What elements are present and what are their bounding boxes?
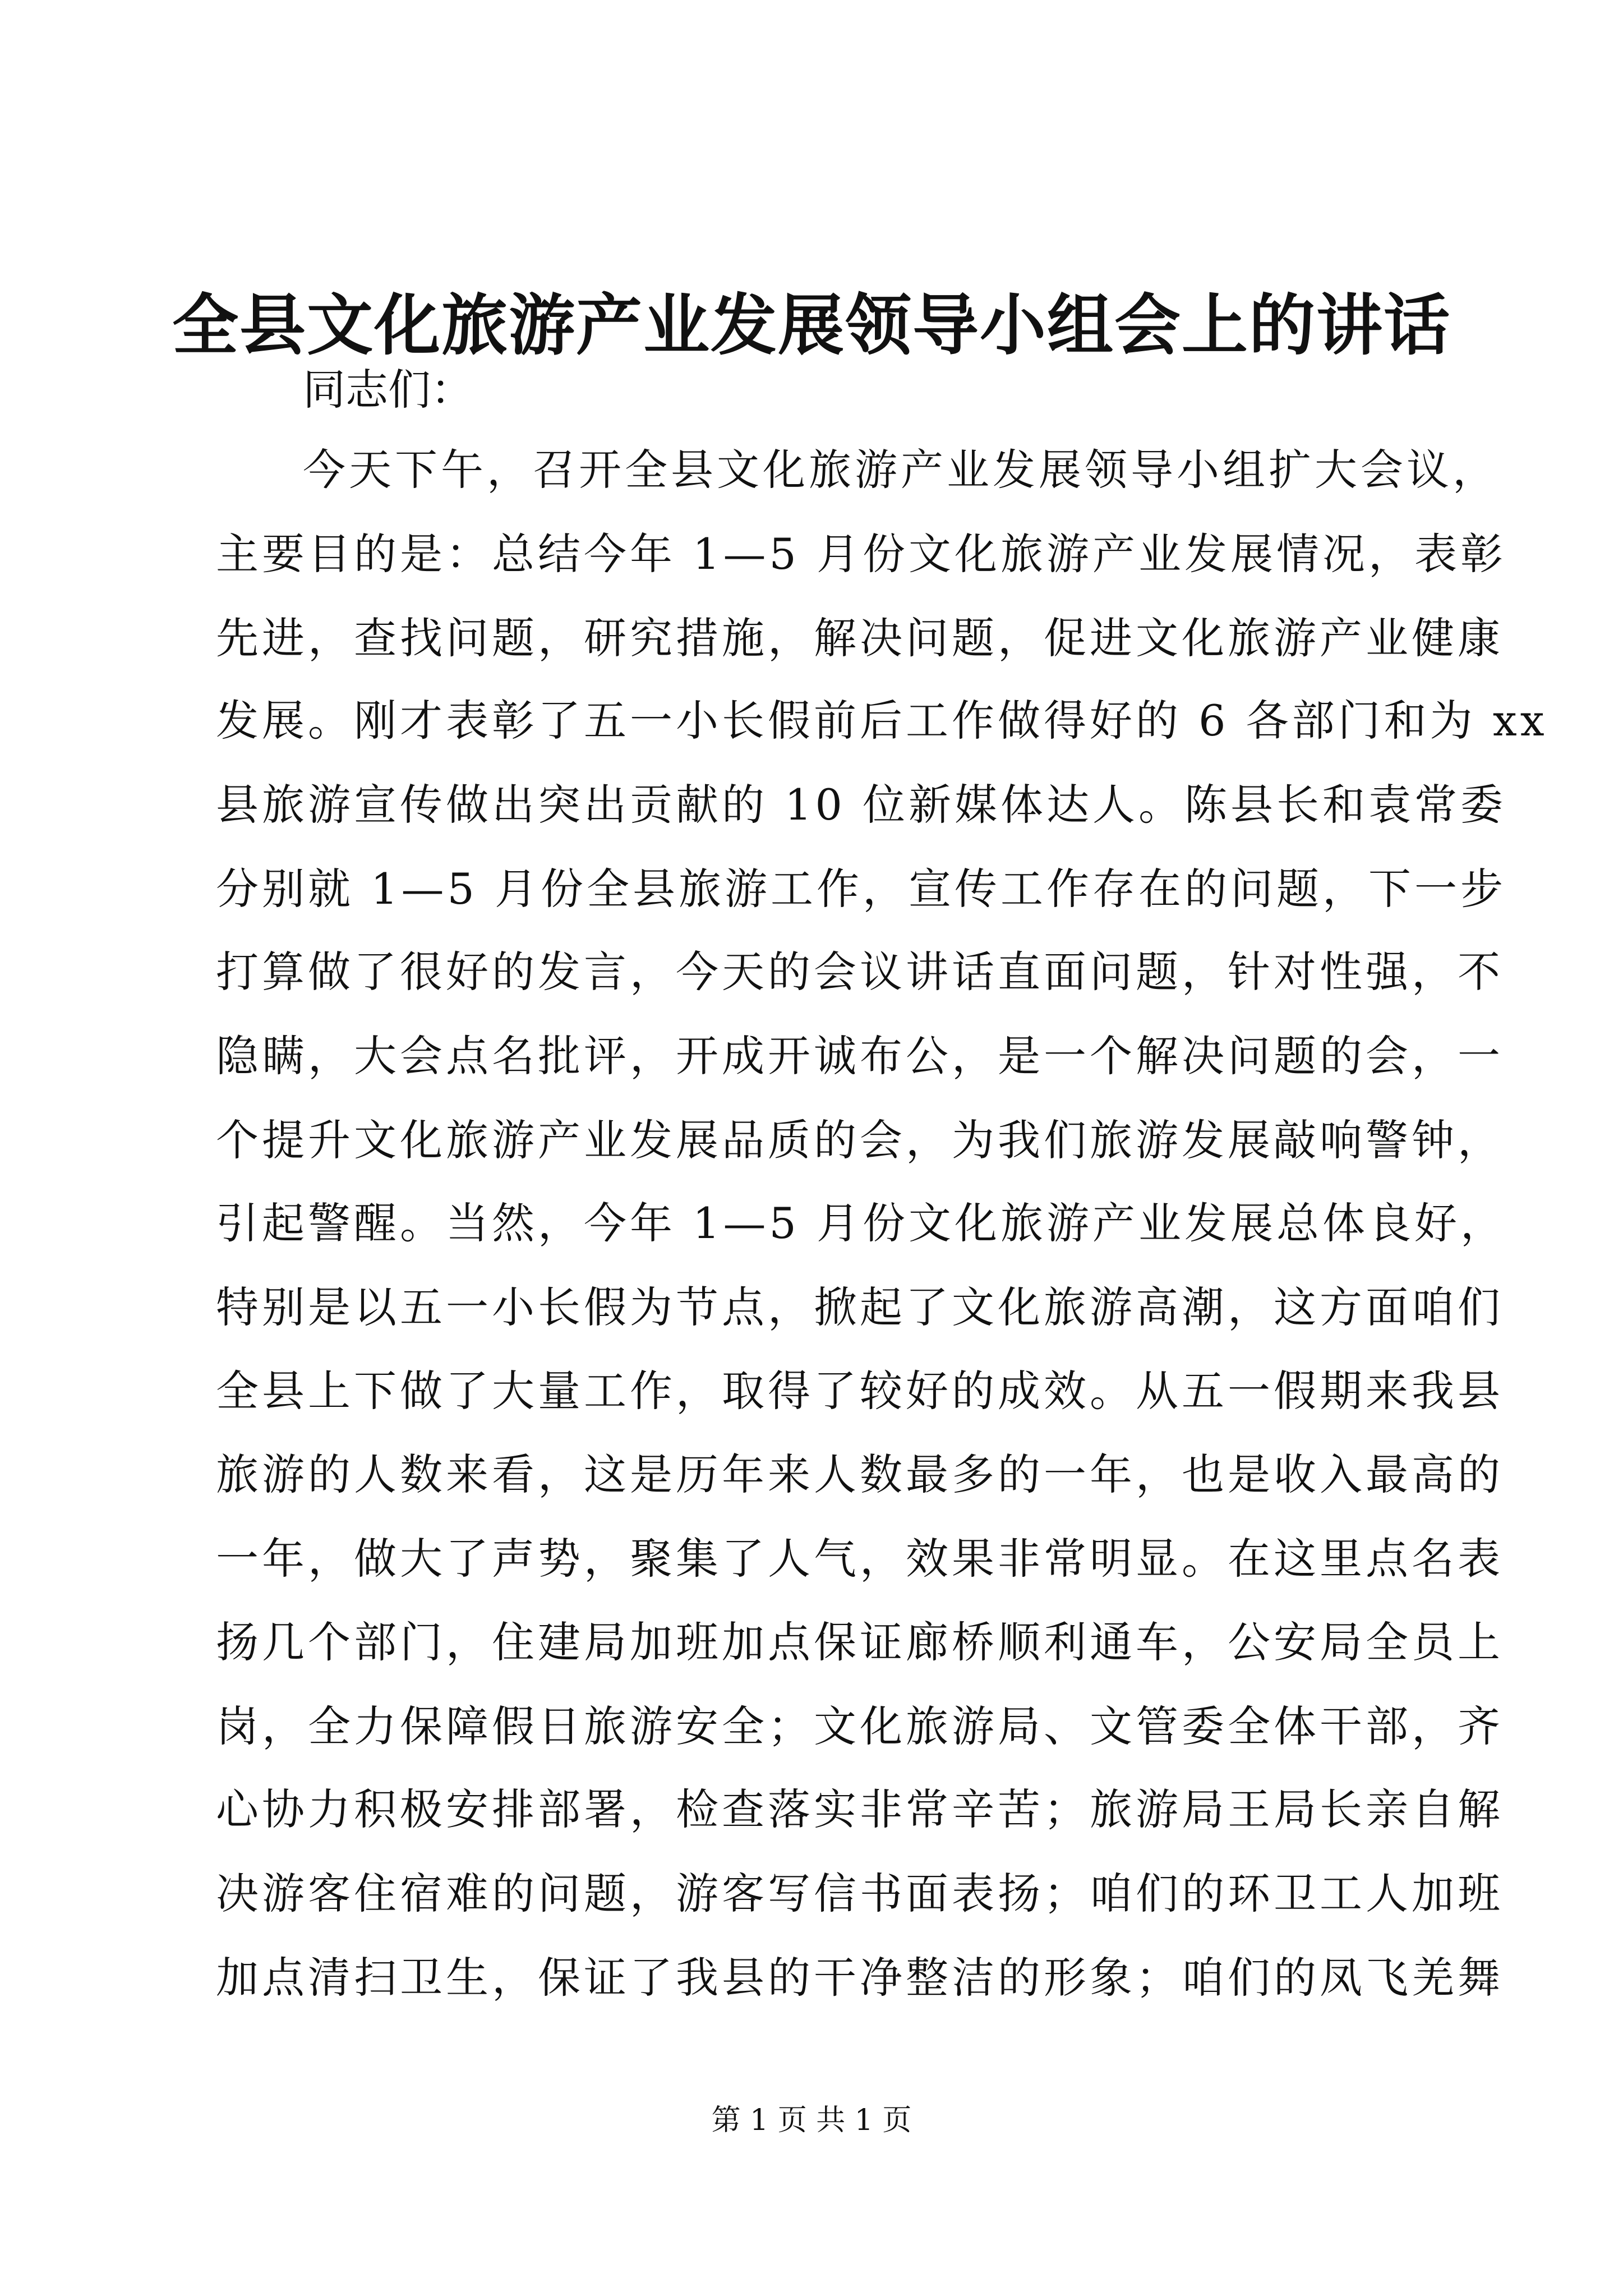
body-line: 县旅游宣传做出突出贡献的 10 位新媒体达人。陈县长和袁常委 xyxy=(216,780,1507,830)
body-line: 一年，做大了声势，聚集了人气，效果非常明显。在这里点名表 xyxy=(216,1534,1504,1584)
body-line: 隐瞒，大会点名批评，开成开诚布公，是一个解决问题的会，一 xyxy=(216,1031,1504,1081)
body-line: 特别是以五一小长假为节点，掀起了文化旅游高潮，这方面咱们 xyxy=(216,1282,1504,1332)
page-footer: 第 1 页 共 1 页 xyxy=(711,2104,912,2137)
body-line: 全县上下做了大量工作，取得了较好的成效。从五一假期来我县 xyxy=(216,1366,1504,1416)
body-line: 先进，查找问题，研究措施，解决问题，促进文化旅游产业健康 xyxy=(216,613,1504,663)
body-line: 岗，全力保障假日旅游安全；文化旅游局、文管委全体干部，齐 xyxy=(216,1701,1504,1751)
body-line: 个提升文化旅游产业发展品质的会，为我们旅游发展敲响警钟， xyxy=(216,1115,1504,1165)
body-line: 今天下午，召开全县文化旅游产业发展领导小组扩大会议， xyxy=(303,445,1498,495)
body-line: 分别就 1—5 月份全县旅游工作，宣传工作存在的问题，下一步 xyxy=(216,864,1507,914)
greeting-text: 同志们： xyxy=(303,365,473,415)
body-line: 打算做了很好的发言，今天的会议讲话直面问题，针对性强，不 xyxy=(216,947,1504,997)
body-line: 扬几个部门，住建局加班加点保证廊桥顺利通车，公安局全员上 xyxy=(216,1617,1504,1667)
body-line: 加点清扫卫生，保证了我县的干净整洁的形象；咱们的凤飞羌舞 xyxy=(216,1953,1504,2003)
body-line: 发展。刚才表彰了五一小长假前后工作做得好的 6 各部门和为 xx xyxy=(216,696,1548,746)
body-line: 主要目的是：总结今年 1—5 月份文化旅游产业发展情况，表彰 xyxy=(216,529,1507,579)
body-line: 引起警醒。当然，今年 1—5 月份文化旅游产业发展总体良好， xyxy=(216,1198,1507,1248)
body-line: 决游客住宿难的问题，游客写信书面表扬；咱们的环卫工人加班 xyxy=(216,1869,1504,1918)
document-title: 全县文化旅游产业发展领导小组会上的讲话 xyxy=(172,286,1451,364)
body-line: 心协力积极安排部署，检查落实非常辛苦；旅游局王局长亲自解 xyxy=(216,1784,1504,1834)
body-line: 旅游的人数来看，这是历年来人数最多的一年，也是收入最高的 xyxy=(216,1450,1504,1499)
